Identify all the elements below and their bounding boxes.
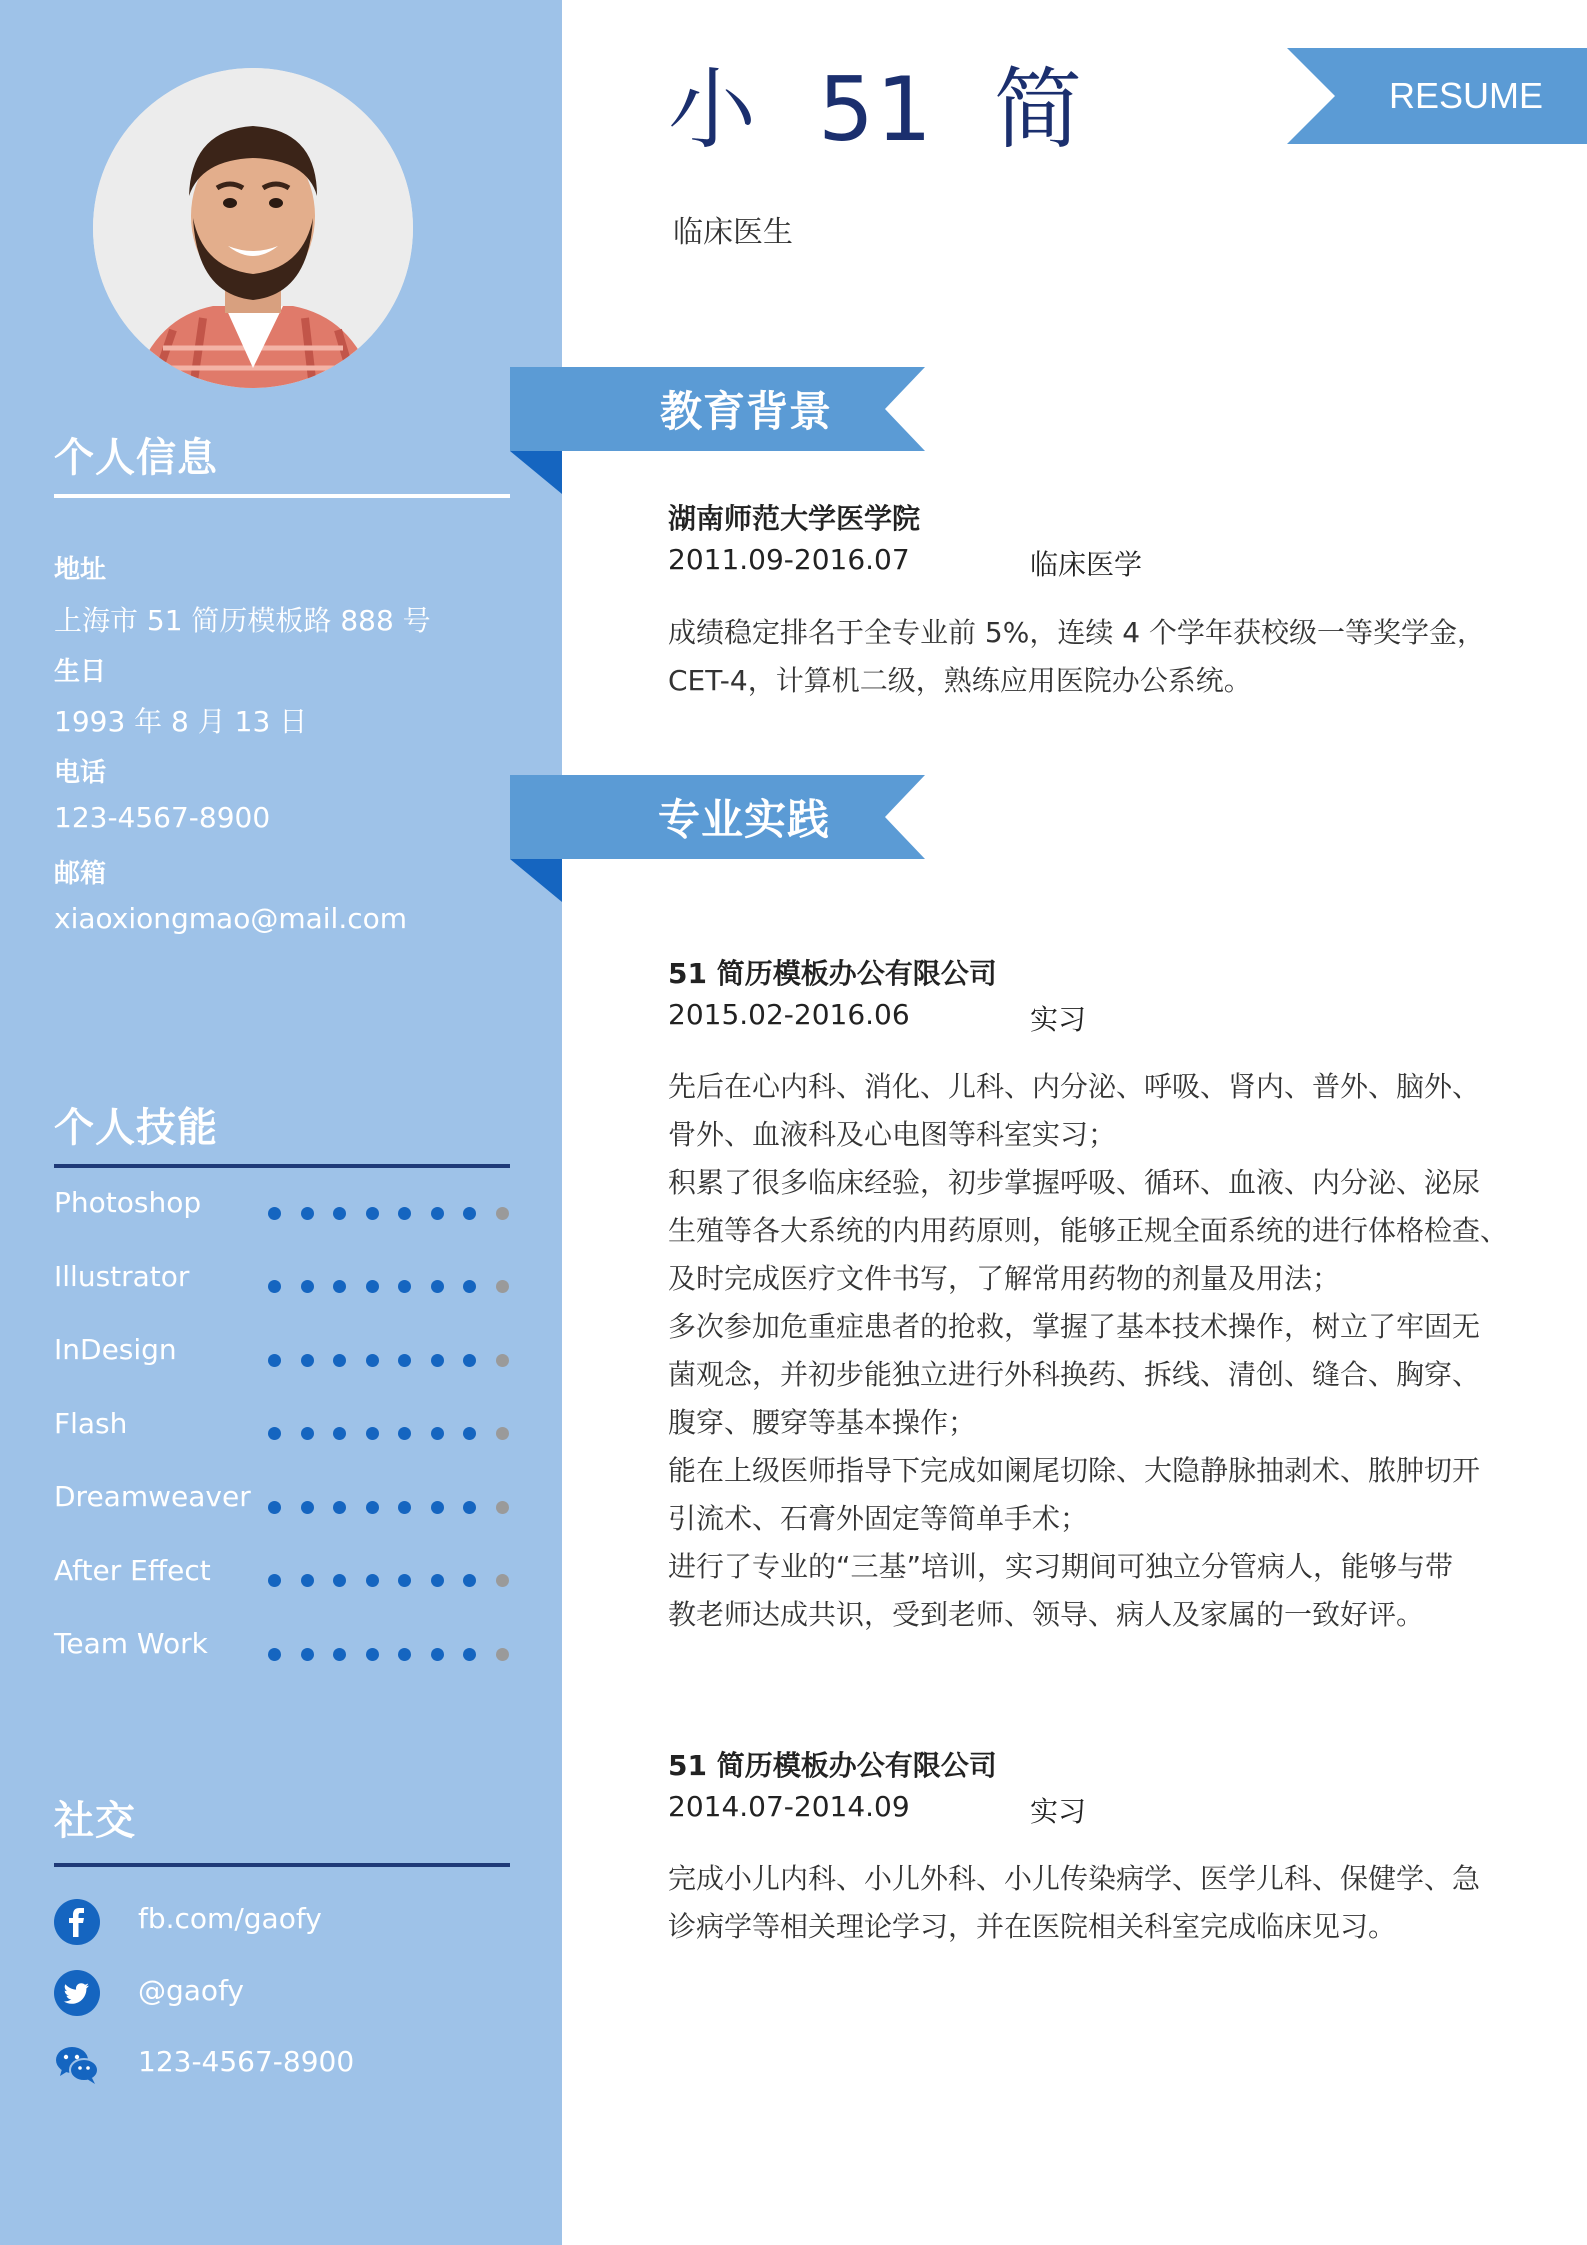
social-divider	[54, 1863, 510, 1867]
avatar	[93, 68, 413, 388]
rating-dot-filled	[333, 1574, 346, 1587]
practice-role: 实习	[1030, 1003, 1087, 1036]
rating-dot-filled	[398, 1501, 411, 1514]
skill-name: Photoshop	[54, 1186, 202, 1219]
rating-dot-empty	[496, 1354, 509, 1367]
rating-dot-filled	[366, 1501, 379, 1514]
rating-dot-filled	[398, 1427, 411, 1440]
skill-name: InDesign	[54, 1333, 177, 1366]
education-description-line: 成绩稳定排名于全专业前 5%，连续 4 个学年获校级一等奖学金，	[668, 616, 1485, 649]
practice-description-line: 及时完成医疗文件书写，了解常用药物的剂量及用法；	[668, 1262, 1341, 1295]
rating-dot-filled	[333, 1207, 346, 1220]
practice-company: 51 简历模板办公有限公司	[668, 957, 997, 990]
rating-dot-filled	[431, 1354, 444, 1367]
rating-dot-filled	[333, 1280, 346, 1293]
rating-dot-filled	[333, 1501, 346, 1514]
rating-dot-filled	[398, 1280, 411, 1293]
skill-name: Illustrator	[54, 1259, 190, 1293]
facebook-icon[interactable]	[54, 1899, 100, 1945]
practice-description-line: 引流术、石膏外固定等简单手术；	[668, 1502, 1089, 1535]
practice-description-line: 诊病学等相关理论学习，并在医院相关科室完成临床见习。	[668, 1910, 1397, 1943]
skill-rating	[268, 1571, 528, 1591]
rating-dot-filled	[398, 1207, 411, 1220]
rating-dot-filled	[463, 1207, 476, 1220]
education-period: 2011.09-2016.07	[668, 543, 910, 576]
rating-dot-empty	[496, 1280, 509, 1293]
birthday-value: 1993 年 8 月 13 日	[54, 705, 308, 738]
school-name: 湖南师范大学医学院	[668, 502, 921, 535]
rating-dot-filled	[333, 1427, 346, 1440]
rating-dot-empty	[496, 1427, 509, 1440]
phone-label: 电话	[54, 758, 107, 788]
practice-description	[668, 1063, 1509, 1639]
practice-heading: 专业实践	[658, 795, 831, 844]
rating-dot-filled	[301, 1648, 314, 1661]
rating-dot-filled	[463, 1501, 476, 1514]
skill-rating	[268, 1644, 528, 1664]
skill-name: Flash	[54, 1406, 128, 1440]
skills-divider	[54, 1164, 510, 1168]
practice-description-line: 教老师达成共识，受到老师、领导、病人及家属的一致好评。	[668, 1598, 1425, 1631]
email-value[interactable]: xiaoxiongmao@mail.com	[54, 902, 408, 935]
rating-dot-filled	[301, 1574, 314, 1587]
skill-rating	[268, 1497, 528, 1517]
rating-dot-filled	[301, 1427, 314, 1440]
practice-description-line: 进行了专业的“三基”培训，实习期间可独立分管病人，能够与带	[668, 1550, 1454, 1583]
rating-dot-filled	[366, 1280, 379, 1293]
rating-dot-filled	[431, 1501, 444, 1514]
rating-dot-filled	[463, 1648, 476, 1661]
rating-dot-filled	[268, 1648, 281, 1661]
rating-dot-filled	[301, 1280, 314, 1293]
rating-dot-filled	[366, 1648, 379, 1661]
education-heading: 教育背景	[660, 387, 833, 436]
rating-dot-filled	[301, 1207, 314, 1220]
education-ribbon	[510, 367, 930, 501]
rating-dot-filled	[301, 1501, 314, 1514]
rating-dot-filled	[431, 1207, 444, 1220]
rating-dot-filled	[333, 1648, 346, 1661]
rating-dot-empty	[496, 1574, 509, 1587]
practice-description-line: 生殖等各大系统的内用药原则，能够正规全面系统的进行体格检查、	[668, 1214, 1509, 1247]
skill-name: Dreamweaver	[54, 1480, 251, 1513]
sidebar	[0, 0, 562, 2245]
rating-dot-filled	[398, 1354, 411, 1367]
rating-dot-filled	[431, 1427, 444, 1440]
rating-dot-filled	[431, 1574, 444, 1587]
practice-description-line: 先后在心内科、消化、儿科、内分泌、呼吸、肾内、普外、脑外、	[668, 1070, 1481, 1103]
practice-description-line: 积累了很多临床经验，初步掌握呼吸、循环、血液、内分泌、泌尿	[668, 1166, 1481, 1199]
rating-dot-filled	[431, 1280, 444, 1293]
education-description-line: CET-4，计算机二级，熟练应用医院办公系统。	[668, 664, 1252, 697]
practice-description-line: 多次参加危重症患者的抢救，掌握了基本技术操作，树立了牢固无	[668, 1310, 1481, 1343]
education-major: 临床医学	[1030, 548, 1143, 581]
email-label: 邮箱	[54, 859, 107, 889]
twitter-icon[interactable]	[54, 1970, 100, 2016]
rating-dot-empty	[496, 1207, 509, 1220]
skill-rating	[268, 1277, 528, 1297]
practice-period: 2014.07-2014.09	[668, 1790, 910, 1823]
practice-description-line: 菌观念，并初步能独立进行外科换药、拆线、清创、缝合、胸穿、	[668, 1358, 1481, 1391]
rating-dot-filled	[268, 1207, 281, 1220]
skill-rating	[268, 1203, 528, 1223]
rating-dot-filled	[463, 1354, 476, 1367]
practice-description-line: 腹穿、腰穿等基本操作；	[668, 1406, 977, 1439]
candidate-name: 小 51 简	[668, 58, 1084, 161]
twitter-handle[interactable]: @gaofy	[138, 1974, 244, 2007]
rating-dot-filled	[366, 1427, 379, 1440]
rating-dot-filled	[431, 1648, 444, 1661]
rating-dot-empty	[496, 1648, 509, 1661]
rating-dot-filled	[366, 1574, 379, 1587]
personal-info-divider	[54, 494, 510, 498]
rating-dot-filled	[398, 1574, 411, 1587]
birthday-label: 生日	[54, 657, 107, 687]
rating-dot-filled	[268, 1501, 281, 1514]
practice-role: 实习	[1030, 1795, 1087, 1828]
skills-heading: 个人技能	[54, 1105, 218, 1151]
education-description	[668, 609, 1488, 705]
personal-info-heading: 个人信息	[54, 435, 218, 481]
rating-dot-filled	[366, 1354, 379, 1367]
practice-ribbon	[510, 775, 930, 909]
skill-rating	[268, 1424, 528, 1444]
practice-period: 2015.02-2016.06	[668, 998, 910, 1031]
address-value: 上海市 51 简历模板路 888 号	[54, 604, 431, 637]
resume-tag-label: RESUME	[1389, 75, 1544, 116]
wechat-phone[interactable]: 123-4567-8900	[138, 2045, 355, 2078]
rating-dot-filled	[268, 1280, 281, 1293]
rating-dot-empty	[496, 1501, 509, 1514]
avatar-photo	[93, 68, 413, 388]
rating-dot-filled	[463, 1427, 476, 1440]
practice-description-line: 完成小儿内科、小儿外科、小儿传染病学、医学儿科、保健学、急	[668, 1862, 1481, 1895]
job-title: 临床医生	[673, 215, 793, 250]
practice-description-line: 骨外、血液科及心电图等科室实习；	[668, 1118, 1117, 1151]
resume-tag	[1287, 48, 1587, 144]
rating-dot-filled	[463, 1280, 476, 1293]
phone-value: 123-4567-8900	[54, 801, 271, 834]
rating-dot-filled	[463, 1574, 476, 1587]
rating-dot-filled	[268, 1427, 281, 1440]
skill-rating	[268, 1350, 528, 1370]
practice-description-line: 能在上级医师指导下完成如阑尾切除、大隐静脉抽剥术、脓肿切开	[668, 1454, 1481, 1487]
rating-dot-filled	[301, 1354, 314, 1367]
skill-name: After Effect	[54, 1553, 211, 1587]
practice-company: 51 简历模板办公有限公司	[668, 1749, 997, 1782]
rating-dot-filled	[268, 1574, 281, 1587]
rating-dot-filled	[268, 1354, 281, 1367]
rating-dot-filled	[366, 1207, 379, 1220]
rating-dot-filled	[333, 1354, 346, 1367]
address-label: 地址	[54, 555, 107, 585]
wechat-icon[interactable]	[54, 2041, 100, 2087]
facebook-link[interactable]: fb.com/gaofy	[138, 1902, 322, 1935]
rating-dot-filled	[398, 1648, 411, 1661]
skill-name: Team Work	[54, 1627, 208, 1660]
practice-description	[668, 1855, 1488, 1951]
social-heading: 社交	[54, 1798, 136, 1844]
